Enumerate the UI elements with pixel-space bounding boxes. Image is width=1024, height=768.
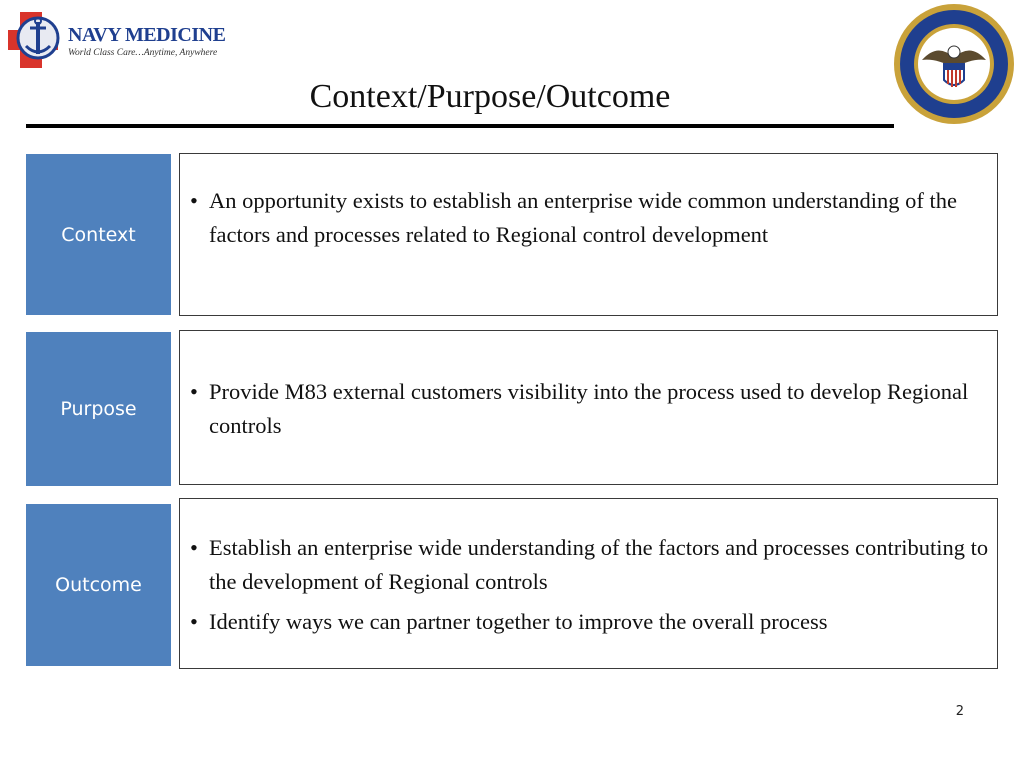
anchor-cross-icon: [4, 8, 66, 72]
outcome-bullet: • Identify ways we can partner together to improve the overall process: [186, 605, 989, 639]
context-panel: [179, 153, 998, 316]
page-title: Context/Purpose/Outcome: [309, 78, 671, 115]
outcome-bullet: • Establish an enterprise wide understanding of the factors and processes contributing to the development of Regional controls: [186, 531, 989, 599]
outcome-panel: [179, 498, 998, 669]
logo-tagline: World Class Care…Anytime, Anywhere: [68, 48, 218, 58]
outcome-label: Outcome: [26, 504, 171, 666]
title-divider: [26, 124, 894, 128]
page-number: 2: [955, 704, 964, 719]
outcome-bullet-list: [186, 531, 989, 639]
purpose-label: Purpose: [26, 332, 171, 486]
context-label: Context: [26, 154, 171, 315]
purpose-bullet: • Provide M83 external customers visibility into the process used to develop Regional controls: [186, 375, 989, 443]
logo-name: NAVY MEDICINE: [68, 24, 226, 46]
purpose-bullet-list: [186, 375, 989, 443]
purpose-panel: [179, 330, 998, 485]
navy-medicine-logo: [4, 8, 226, 72]
context-bullet-list: [186, 184, 989, 252]
context-bullet: • An opportunity exists to establish an enterprise wide common understanding of the factors and processes related to Regional control development: [186, 184, 989, 252]
